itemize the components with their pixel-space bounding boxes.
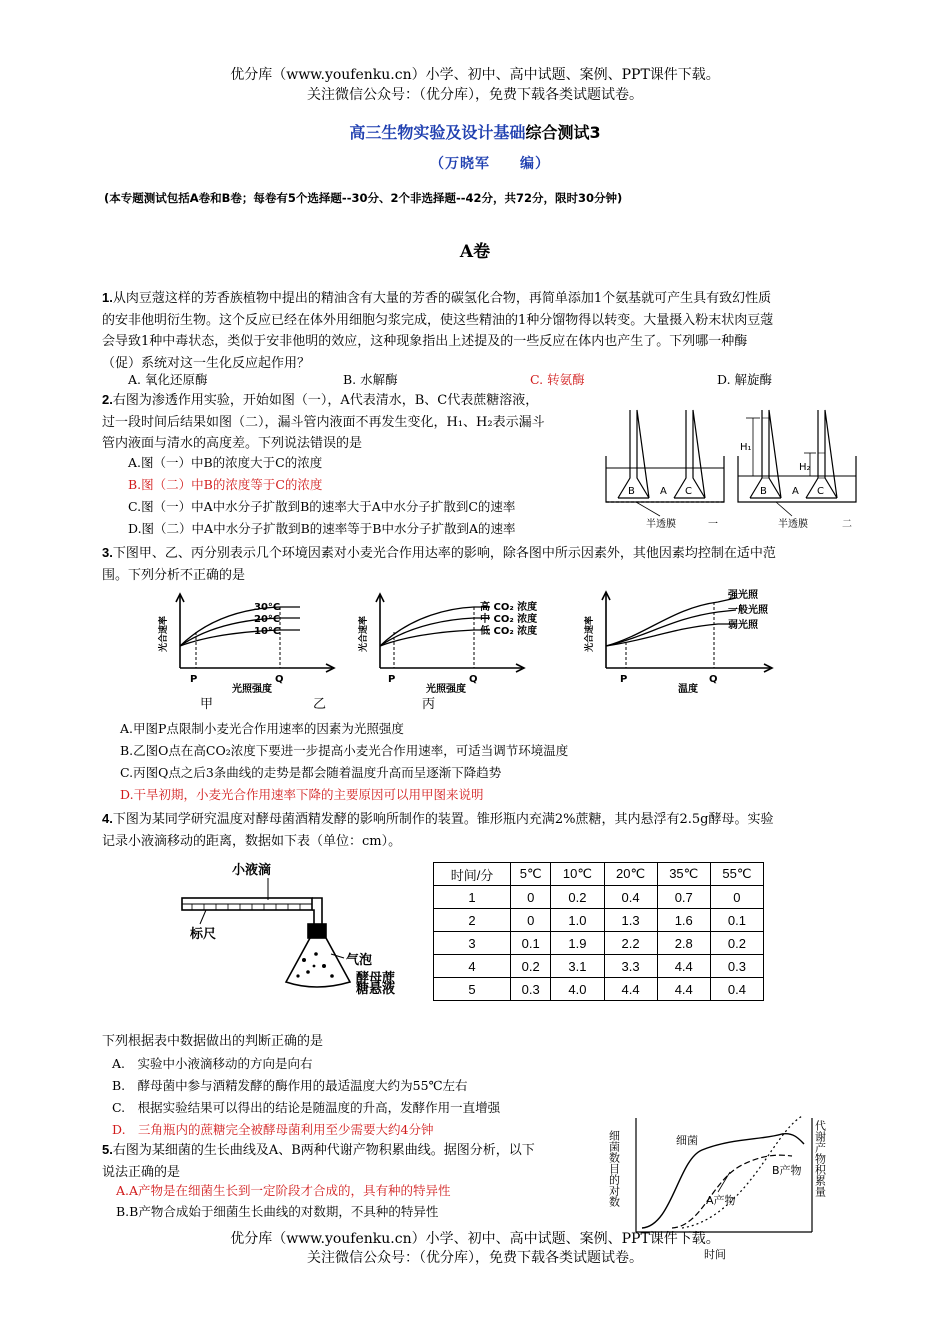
bing-point-q: Q [709, 674, 718, 685]
table-cell: 4.4 [604, 978, 657, 1001]
q3-option-c: C.丙图Q点之后3条曲线的走势是都会随着温度升高而呈逐渐下降趋势 [120, 765, 502, 780]
funnel-b-1 [618, 410, 649, 498]
fig-label-ruler: 标尺 [190, 927, 217, 942]
fig-label-a2: A [792, 486, 799, 497]
fig-label-bacteria: 细菌 [676, 1134, 698, 1147]
table-cell: 1.3 [604, 909, 657, 932]
question-2 [102, 389, 602, 455]
table-row [434, 886, 764, 909]
q1-number: 1. [102, 290, 113, 305]
table-cell: 0.3 [511, 978, 551, 1001]
yi-point-p: P [388, 674, 396, 685]
jia-point-p: P [190, 674, 198, 685]
bing-point-p: P [620, 674, 628, 685]
q2-option-b: B.图（二）中B的浓度等于C的浓度 [128, 477, 323, 492]
bing-ylabel: 光合速率 [585, 615, 595, 652]
bacteria-curve [642, 1134, 804, 1228]
yi-curve-mid: 中 CO₂ 浓度 [480, 614, 538, 625]
title-blue: 高三生物实验及设计基础 [349, 123, 526, 142]
table-cell: 0.4 [710, 978, 763, 1001]
table-row [434, 978, 764, 1001]
q1-line-2: 的安非他明衍生物。这个反应已经在体外用细胞匀浆完成，使这些精油的1种分馏物得以转变。大量摄入粉末状肉豆蔻 [102, 312, 774, 328]
temperature-data-table [433, 862, 764, 1001]
fig-label-h1: H₁ [740, 442, 752, 453]
author: （万晓军 编） [430, 156, 550, 172]
q3-option-d: D.干旱初期，小麦光合作用速率下降的主要原因可以用甲图来说明 [120, 787, 484, 802]
fig-label-b1: B [628, 486, 635, 497]
test-note: (本专题测试包括A卷和B卷；每卷有5个选择题--30分、2个非选择题--42分，共72分，限时30分钟) [104, 191, 623, 205]
question-1 [102, 287, 862, 374]
jia-xlabel: 光照强度 [232, 684, 272, 695]
fig-label-h2: H₂ [799, 462, 811, 473]
graph-name-yi: 乙 [313, 697, 327, 712]
fig-label-liquid-2: 糖悬液 [356, 982, 396, 997]
table-header: 10℃ [551, 863, 604, 886]
graph-jia [152, 590, 337, 694]
fig-ylabel-left: 细菌数目的对数 [607, 1130, 621, 1207]
page-title [0, 120, 950, 143]
graph-name-jia: 甲 [200, 697, 214, 712]
q5-line-1: 右图为某细菌的生长曲线及A、B两种代谢产物积累曲线。据图分析，以下 [112, 1143, 535, 1158]
q1-line-1: 从肉豆蔻这样的芳香族植物中提出的精油含有大量的芳香的碳氢化合物，再简单添加1个氨基就可产生具有致幻性质 [112, 291, 772, 306]
table-cell: 4.4 [657, 978, 710, 1001]
table-row [434, 955, 764, 978]
table-cell: 0 [511, 886, 551, 909]
q1-option-c: C. 转氨酶 [530, 372, 585, 387]
fig-label-drop: 小液滴 [232, 863, 272, 878]
bing-curve-weak: 弱光照 [728, 620, 758, 631]
header-line-1: 优分库（www.youfenku.cn）小学、初中、高中试题、案例、PPT课件下载。 [230, 67, 720, 83]
q2-option-c: C.图（一）中A中水分子扩散到B的速率大于A中水分子扩散到C的速率 [128, 499, 516, 514]
table-cell: 2.8 [657, 932, 710, 955]
q2-option-d: D.图（二）中A中水分子扩散到B的速率等于B中水分子扩散到A的速率 [128, 521, 516, 536]
fig-label-bubble: 气泡 [346, 953, 373, 968]
fig-label-product-a: A产物 [706, 1194, 736, 1207]
table-header: 5℃ [511, 863, 551, 886]
table-cell: 0 [511, 909, 551, 932]
table-cell: 0.7 [657, 886, 710, 909]
table-row [434, 932, 764, 955]
q4-option-c: C. 根据实验结果可以得出的结论是随温度的升高，发酵作用一直增强 [112, 1100, 501, 1115]
funnel-c-1 [674, 410, 705, 498]
footer-line-2: 关注微信公众号：（优分库），免费下载各类试题试卷。 [307, 1250, 643, 1266]
yi-xlabel: 光照强度 [426, 684, 466, 695]
table-cell: 0.1 [710, 909, 763, 932]
yi-ylabel: 光合速率 [359, 615, 369, 652]
table-header: 时间/分 [434, 863, 511, 886]
q1-option-b: B. 水解酶 [343, 372, 398, 387]
fig-ylabel-right: 代谢产物积累量 [813, 1120, 827, 1197]
yeast-apparatus-figure [176, 858, 406, 992]
osmosis-figure [596, 398, 858, 532]
q4-line-1: 下图为某同学研究温度对酵母菌酒精发酵的影响所制作的装置。锥形瓶内充满2%蔗糖，其内悬浮有2.5g酵母。实验 [112, 812, 774, 827]
jia-ylabel: 光合速率 [159, 615, 169, 652]
q4-line-2: 记录小液滴移动的距离，数据如下表（单位：cm）。 [102, 833, 402, 849]
q5-option-a: A.A产物是在细菌生长到一定阶段才合成的，具有种的特异性 [116, 1183, 451, 1198]
q5-line-2: 说法正确的是 [102, 1164, 181, 1180]
fig-label-b2: B [760, 486, 767, 497]
table-cell: 0.4 [604, 886, 657, 909]
table-cell: 1 [434, 886, 511, 909]
q3-option-a: A.甲图P点限制小麦光合作用速率的因素为光照强度 [120, 721, 404, 736]
table-cell: 0.2 [551, 886, 604, 909]
q3-line-2: 围。下列分析不正确的是 [102, 567, 246, 583]
table-cell: 4.4 [657, 955, 710, 978]
table-cell: 1.0 [551, 909, 604, 932]
table-header: 55℃ [710, 863, 763, 886]
table-cell: 1.6 [657, 909, 710, 932]
table-cell: 3.1 [551, 955, 604, 978]
table-cell: 3 [434, 932, 511, 955]
fig-label-time: 时间 [704, 1248, 726, 1261]
table-header-row [434, 863, 764, 886]
table-header: 35℃ [657, 863, 710, 886]
q2-option-a: A.图（一）中B的浓度大于C的浓度 [128, 455, 323, 470]
table-cell: 4.0 [551, 978, 604, 1001]
q5-option-b: B.B产物合成始于细菌生长曲线的对数期，不具种的特异性 [116, 1204, 439, 1219]
question-3 [102, 542, 862, 586]
table-cell: 3.3 [604, 955, 657, 978]
jia-point-q: Q [275, 674, 284, 685]
table-cell: 0.2 [511, 955, 551, 978]
table-cell: 0.1 [511, 932, 551, 955]
stopper [308, 924, 326, 938]
fig-label-fig1: 一 [708, 519, 718, 530]
q5-number: 5. [102, 1142, 113, 1157]
jia-curve-30: 30°C [254, 602, 281, 613]
q1-line-4: （促）系统对这一生化反应起作用？ [102, 355, 311, 371]
fig-label-membrane-2: 半透膜 [778, 519, 808, 530]
table-cell: 2.2 [604, 932, 657, 955]
fig-label-c2: C [817, 486, 824, 497]
q4-option-d: D. 三角瓶内的蔗糖完全被酵母菌利用至少需要大约4分钟 [112, 1122, 434, 1137]
fig-label-fig2: 二 [842, 519, 852, 530]
graph-name-bing: 丙 [422, 697, 436, 712]
table-row [434, 909, 764, 932]
fig-label-c1: C [685, 486, 692, 497]
q4-judge: 下列根据表中数据做出的判断正确的是 [102, 1034, 324, 1049]
fig-label-a1: A [660, 486, 667, 497]
bing-curve-normal: 一般光照 [728, 605, 768, 616]
flask [286, 938, 350, 987]
q4-option-a: A. 实验中小液滴移动的方向是向右 [112, 1056, 313, 1071]
fig-label-product-b: B产物 [772, 1164, 802, 1177]
funnel-c-2 [806, 410, 837, 498]
header-line-2: 关注微信公众号：（优分库），免费下载各类试题试卷。 [307, 87, 643, 103]
fig-label-membrane-1: 半透膜 [646, 519, 676, 530]
table-cell: 5 [434, 978, 511, 1001]
table-cell: 2 [434, 909, 511, 932]
funnel-b-2 [750, 410, 781, 498]
q3-line-1: 下图甲、乙、丙分别表示几个环境因素对小麦光合作用达率的影响，除各图中所示因素外，其他因素均控制在适中范 [112, 546, 776, 561]
fig-label-liquid-1: 酵母蔗 [356, 971, 396, 986]
question-4 [102, 808, 862, 852]
graph-yi [352, 590, 572, 694]
yi-curve-low: 低 CO₂ 浓度 [480, 626, 538, 637]
yi-curve-high: 高 CO₂ 浓度 [480, 602, 538, 613]
q2-line-3: 管内液面与清水的高度差。下列说法错误的是 [102, 436, 363, 451]
bing-xlabel: 温度 [678, 684, 698, 695]
q1-line-3: 会导致1种中毒状态，类似于安非他明的效应，这种现象指出上述提及的一些反应在体内也产生了。下列哪一种酶 [102, 334, 748, 349]
table-cell: 0.2 [710, 932, 763, 955]
q1-option-d: D. 解旋酶 [717, 372, 773, 387]
q3-number: 3. [102, 545, 113, 560]
q1-option-a: A. 氧化还原酶 [128, 372, 208, 387]
yi-point-q: Q [469, 674, 478, 685]
title-black: 综合测试3 [525, 123, 601, 142]
jia-curve-20: 20°C [254, 614, 281, 625]
table-cell: 0.3 [710, 955, 763, 978]
section-title: A卷 [459, 242, 491, 262]
table-header: 20℃ [604, 863, 657, 886]
q2-number: 2. [102, 392, 113, 407]
q2-line-1: 右图为渗透作用实验，开始如图（一），A代表清水，B、C代表蔗糖溶液， [112, 393, 539, 408]
bing-curve-strong: 强光照 [728, 590, 758, 601]
table-cell: 0 [710, 886, 763, 909]
footer-line-1: 优分库（www.youfenku.cn）小学、初中、高中试题、案例、PPT课件下载。 [230, 1231, 720, 1247]
jia-curve-10: 10°C [254, 626, 281, 637]
q4-number: 4. [102, 811, 113, 826]
table-cell: 4 [434, 955, 511, 978]
question-5 [102, 1139, 602, 1183]
graph-bing [578, 584, 778, 694]
q2-line-2: 过一段时间后结果如图（二），漏斗管内液面不再发生变化，H₁、H₂表示漏斗 [102, 414, 545, 430]
q4-option-b: B. 酵母菌中参与酒精发酵的酶作用的最适温度大约为55℃左右 [112, 1078, 468, 1093]
q3-option-b: B.乙图O点在高CO₂浓度下要进一步提高小麦光合作用速率，可适当调节环境温度 [120, 743, 569, 758]
table-cell: 1.9 [551, 932, 604, 955]
